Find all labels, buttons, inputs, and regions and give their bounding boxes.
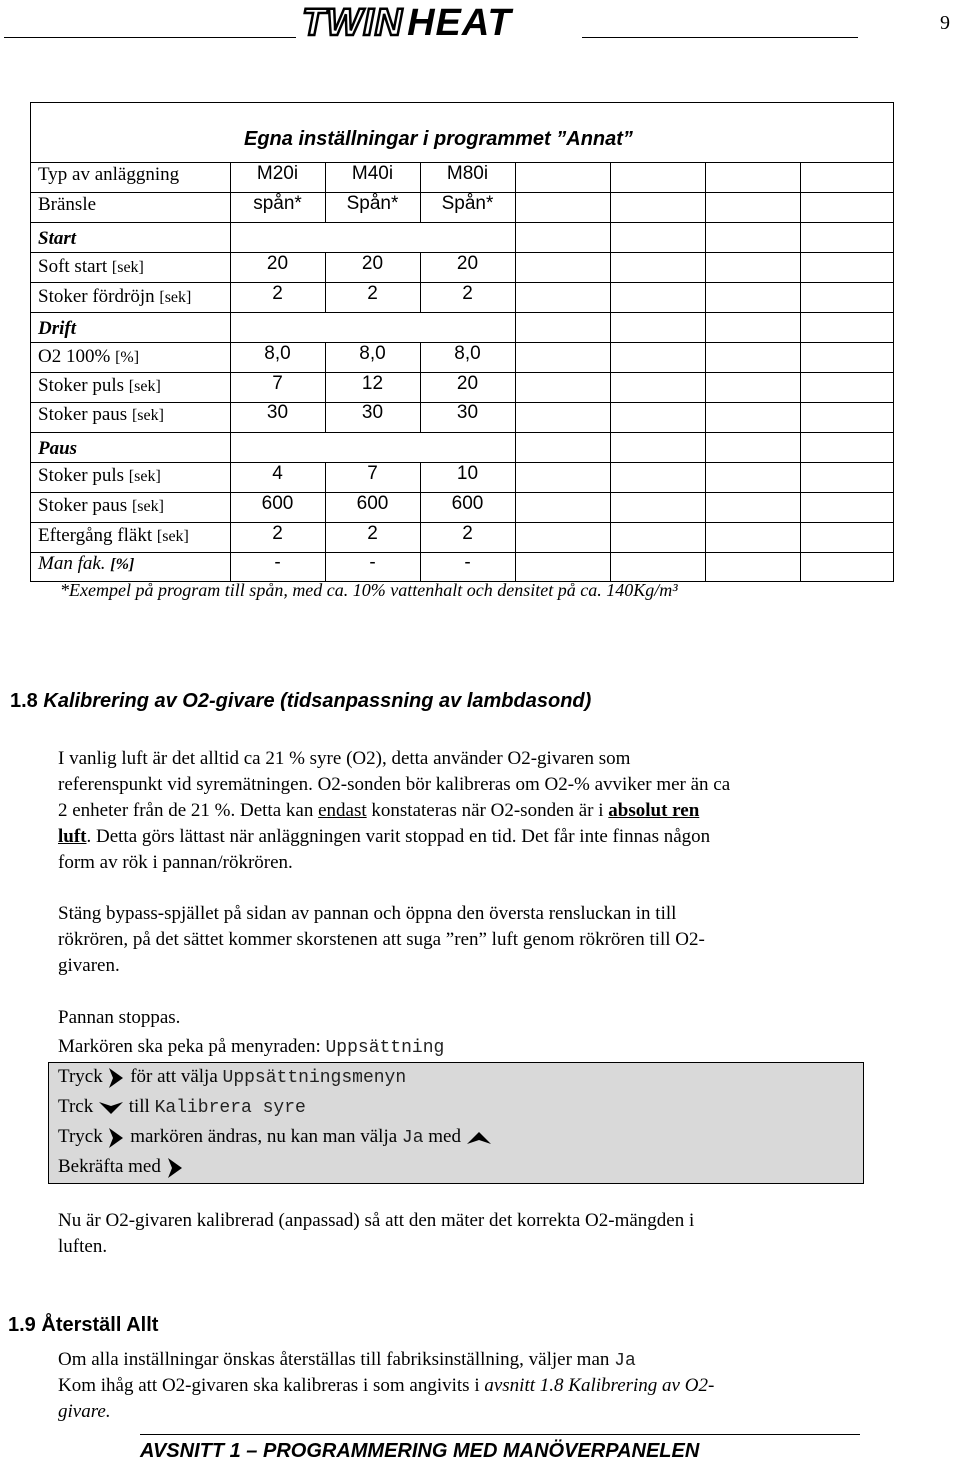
paragraph-line: givaren. (58, 955, 120, 976)
model-cell: M40i (351, 163, 394, 184)
value-cell: 8,0 (359, 343, 386, 364)
fuel-cell: Spån* (441, 193, 494, 214)
value-cell: 2 (367, 283, 378, 304)
twinheat-logo: TWIN HEAT (302, 2, 512, 44)
arrow-right-icon (107, 1127, 125, 1149)
paragraph-line: referenspunkt vid syremätningen. O2-sonden bör kalibreras om O2-% avviker mer än ca (58, 774, 731, 795)
value-cell: 20 (456, 253, 479, 274)
table-col-rule (610, 162, 611, 582)
value-cell: 7 (367, 463, 378, 484)
model-cell: M20i (256, 163, 299, 184)
section-heading-paus: Paus (38, 438, 78, 459)
value-cell: 12 (361, 373, 384, 394)
row-label-fan-overrun: Eftergång fläkt [sek] (38, 525, 189, 546)
instruction-step: Tryck markören ändras, nu kan man välja Ja med (58, 1126, 492, 1149)
value-cell: 2 (462, 283, 473, 304)
row-label-stoker-pulse: Stoker puls [sek] (38, 375, 161, 396)
row-label-man-fak: Man fak. [%] (38, 553, 135, 574)
arrow-right-icon (107, 1067, 125, 1089)
value-cell: 20 (456, 373, 479, 394)
arrow-down-icon (98, 1100, 124, 1116)
paragraph-line: 2 enheter från de 21 %. Detta kan endast konstateras när O2-sonden är i absolut ren (58, 800, 700, 821)
section-heading-drift: Drift (38, 318, 76, 339)
value-cell: 600 (261, 493, 294, 514)
row-label-model-type: Typ av anläggning (38, 164, 180, 185)
value-cell: 600 (356, 493, 389, 514)
paragraph-line: Kom ihåg att O2-givaren ska kalibreras i som angivits i avsnitt 1.8 Kalibrering av O2- (58, 1375, 715, 1396)
table-rule (30, 222, 894, 223)
row-label-soft-start: Soft start [sek] (38, 256, 144, 277)
footer-title: AVSNITT 1 – PROGRAMMERING MED MANÖVERPANELEN (140, 1440, 700, 1462)
page-number: 9 (940, 12, 950, 34)
table-col-rule (800, 162, 801, 582)
value-cell: - (274, 552, 281, 573)
header-rule-right (582, 37, 858, 38)
paragraph-line: luften. (58, 1236, 108, 1257)
paragraph-line: givare. (58, 1401, 111, 1422)
instruction-step: Trck till Kalibrera syre (58, 1096, 306, 1118)
value-cell: 8,0 (264, 343, 291, 364)
instruction-step: Bekräfta med (58, 1156, 184, 1179)
row-label-stoker-pause: Stoker paus [sek] (38, 495, 164, 516)
arrow-right-icon (166, 1157, 184, 1179)
paragraph-line: Stäng bypass-spjället på sidan av pannan och öppna den översta rensluckan in till (58, 903, 677, 924)
footer-rule (140, 1434, 860, 1435)
section-1-9-heading: 1.9 Återställ Allt (8, 1314, 159, 1336)
section-heading-start: Start (38, 228, 77, 249)
table-rule (30, 312, 894, 313)
table-col-rule (705, 162, 706, 582)
value-cell: 2 (272, 283, 283, 304)
table-col-rule (230, 162, 231, 582)
paragraph-line: rökrören, på det sättet kommer skorstenen att suga ”ren” luft genom rökrören till O2- (58, 929, 705, 950)
paragraph-line: Om alla inställningar önskas återställas till fabriksinställning, väljer man Ja (58, 1349, 636, 1371)
cursor-instruction: Markören ska peka på menyraden: Uppsättning (58, 1036, 445, 1058)
value-cell: 7 (272, 373, 283, 394)
section-1-8-heading: 1.8 Kalibrering av O2-givare (tidsanpassning av lambdasond) (10, 690, 592, 712)
table-footnote: *Exempel på program till spån, med ca. 10% vattenhalt och densitet på ca. 140Kg/m³ (60, 580, 678, 600)
menu-item-setup: Uppsättning (325, 1038, 445, 1058)
table-col-rule (515, 162, 516, 582)
row-label-fuel: Bränsle (38, 194, 97, 215)
paragraph-line: Nu är O2-givaren kalibrerad (anpassad) så att den mäter det korrekta O2-mängden i (58, 1210, 695, 1231)
fuel-cell: Spån* (346, 193, 399, 214)
fuel-cell: spån* (253, 193, 302, 214)
stop-text: Pannan stoppas. (58, 1007, 181, 1028)
row-label-o2: O2 100% [%] (38, 346, 140, 367)
value-cell: 30 (361, 402, 384, 423)
value-cell: 2 (272, 523, 283, 544)
table-rule (30, 432, 894, 433)
value-cell: 4 (272, 463, 283, 484)
value-cell: 10 (456, 463, 479, 484)
value-cell: - (464, 552, 471, 573)
paragraph-line: I vanlig luft är det alltid ca 21 % syre (O2), detta använder O2-givaren som (58, 748, 631, 769)
value-cell: 8,0 (454, 343, 481, 364)
row-label-stoker-pause: Stoker paus [sek] (38, 404, 164, 425)
value-cell: 30 (456, 402, 479, 423)
value-cell: 2 (462, 523, 473, 544)
row-label-stoker-pulse: Stoker puls [sek] (38, 465, 161, 486)
value-cell: 20 (266, 253, 289, 274)
paragraph-line: form av rök i pannan/rökrören. (58, 852, 293, 873)
row-label-stoker-delay: Stoker fördröjn [sek] (38, 286, 192, 307)
model-cell: M80i (446, 163, 489, 184)
settings-table-title: Egna inställningar i programmet ”Annat” (244, 128, 633, 150)
value-cell: - (369, 552, 376, 573)
value-cell: 30 (266, 402, 289, 423)
instruction-step: Tryck för att välja Uppsättningsmenyn (58, 1066, 407, 1088)
header-rule-left (4, 37, 296, 38)
arrow-up-icon (466, 1130, 492, 1146)
value-cell: 20 (361, 253, 384, 274)
paragraph-line: luft. Detta görs lättast när anläggningen varit stoppad en tid. Det får inte finnas någon (58, 826, 711, 847)
value-cell: 600 (451, 493, 484, 514)
value-cell: 2 (367, 523, 378, 544)
